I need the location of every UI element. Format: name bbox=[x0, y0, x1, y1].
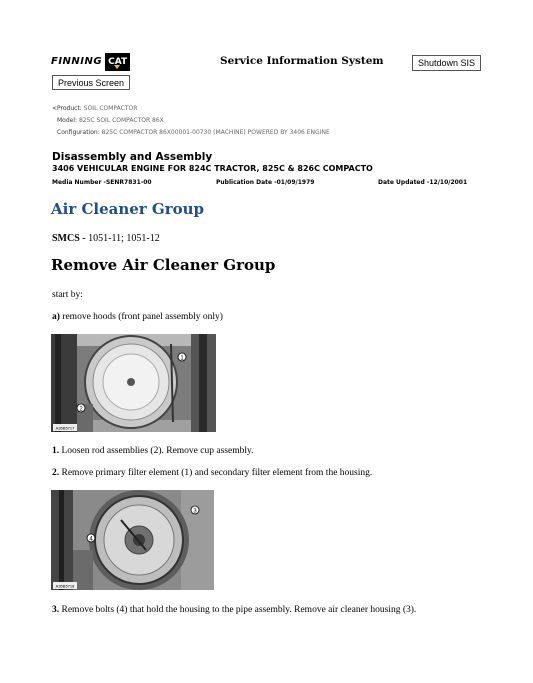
publication-date: Publication Date -01/09/1979 bbox=[216, 179, 315, 186]
product-value: SOIL COMPACTOR bbox=[83, 105, 138, 112]
media-number: Media Number -SENR7831-00 bbox=[52, 179, 152, 186]
start-by-text: start by: bbox=[52, 290, 83, 300]
figure-1-photo bbox=[51, 334, 216, 432]
figure-air-cleaner-housing bbox=[51, 490, 214, 590]
step-a bbox=[52, 312, 223, 322]
group-title: Air Cleaner Group bbox=[51, 200, 205, 218]
model-label: Model: bbox=[57, 117, 78, 124]
figure-air-cleaner-cover bbox=[51, 334, 216, 432]
callout-2: 2 bbox=[79, 406, 83, 413]
step-3-number: 3. bbox=[52, 605, 60, 615]
model-line bbox=[57, 117, 164, 124]
callout-3: 3 bbox=[193, 508, 197, 515]
date-updated: Date Updated -12/10/2001 bbox=[378, 179, 468, 186]
section-heading: Disassembly and Assembly bbox=[52, 151, 213, 163]
logo-text: FINNING bbox=[51, 56, 103, 67]
finning-cat-logo bbox=[51, 51, 137, 72]
step-2-number: 2. bbox=[52, 468, 60, 478]
figure-1-caption: A35B5717 bbox=[55, 425, 75, 431]
smcs-value: 1051-11; 1051-12 bbox=[88, 233, 160, 244]
configuration-line bbox=[57, 129, 330, 136]
model-value: 825C SOIL COMPACTOR 86X bbox=[78, 117, 164, 124]
figure-2-photo bbox=[51, 490, 214, 590]
step-2-text: Remove primary filter element (1) and secondary filter element from the housing. bbox=[61, 468, 373, 478]
step-1 bbox=[52, 446, 253, 456]
callout-4: 4 bbox=[89, 536, 93, 543]
step-1-text: Loosen rod assemblies (2). Remove cup assembly. bbox=[61, 446, 254, 456]
step-a-text: remove hoods (front panel assembly only) bbox=[62, 312, 223, 322]
step-3 bbox=[52, 605, 416, 615]
procedure-heading: Remove Air Cleaner Group bbox=[51, 256, 276, 274]
figure-2-caption: A35B5718 bbox=[55, 583, 75, 589]
cat-badge: CAT bbox=[105, 53, 130, 71]
document-subtitle: 3406 VEHICULAR ENGINE FOR 824C TRACTOR, 825C & 826C COMPACTO bbox=[52, 164, 373, 173]
step-3-text: Remove bolts (4) that hold the housing to the pipe assembly. Remove air cleaner housing (3). bbox=[61, 605, 417, 615]
config-label: Configuration: bbox=[57, 129, 100, 136]
step-a-label: a) bbox=[52, 312, 60, 322]
step-1-number: 1. bbox=[52, 446, 60, 456]
step-2 bbox=[52, 468, 372, 478]
callout-1: 1 bbox=[180, 355, 184, 362]
product-label: <Product: bbox=[52, 105, 82, 112]
config-value: 825C COMPACTOR 86X00001-00730 (MACHINE) POWERED BY 3406 ENGINE bbox=[101, 129, 330, 136]
previous-screen-button[interactable]: Previous Screen bbox=[52, 75, 130, 90]
page-title: Service Information System bbox=[220, 55, 384, 67]
product-line bbox=[52, 105, 137, 112]
smcs-line bbox=[52, 233, 160, 244]
shutdown-sis-button[interactable]: Shutdown SIS bbox=[412, 55, 481, 71]
smcs-label: SMCS - bbox=[52, 233, 86, 244]
